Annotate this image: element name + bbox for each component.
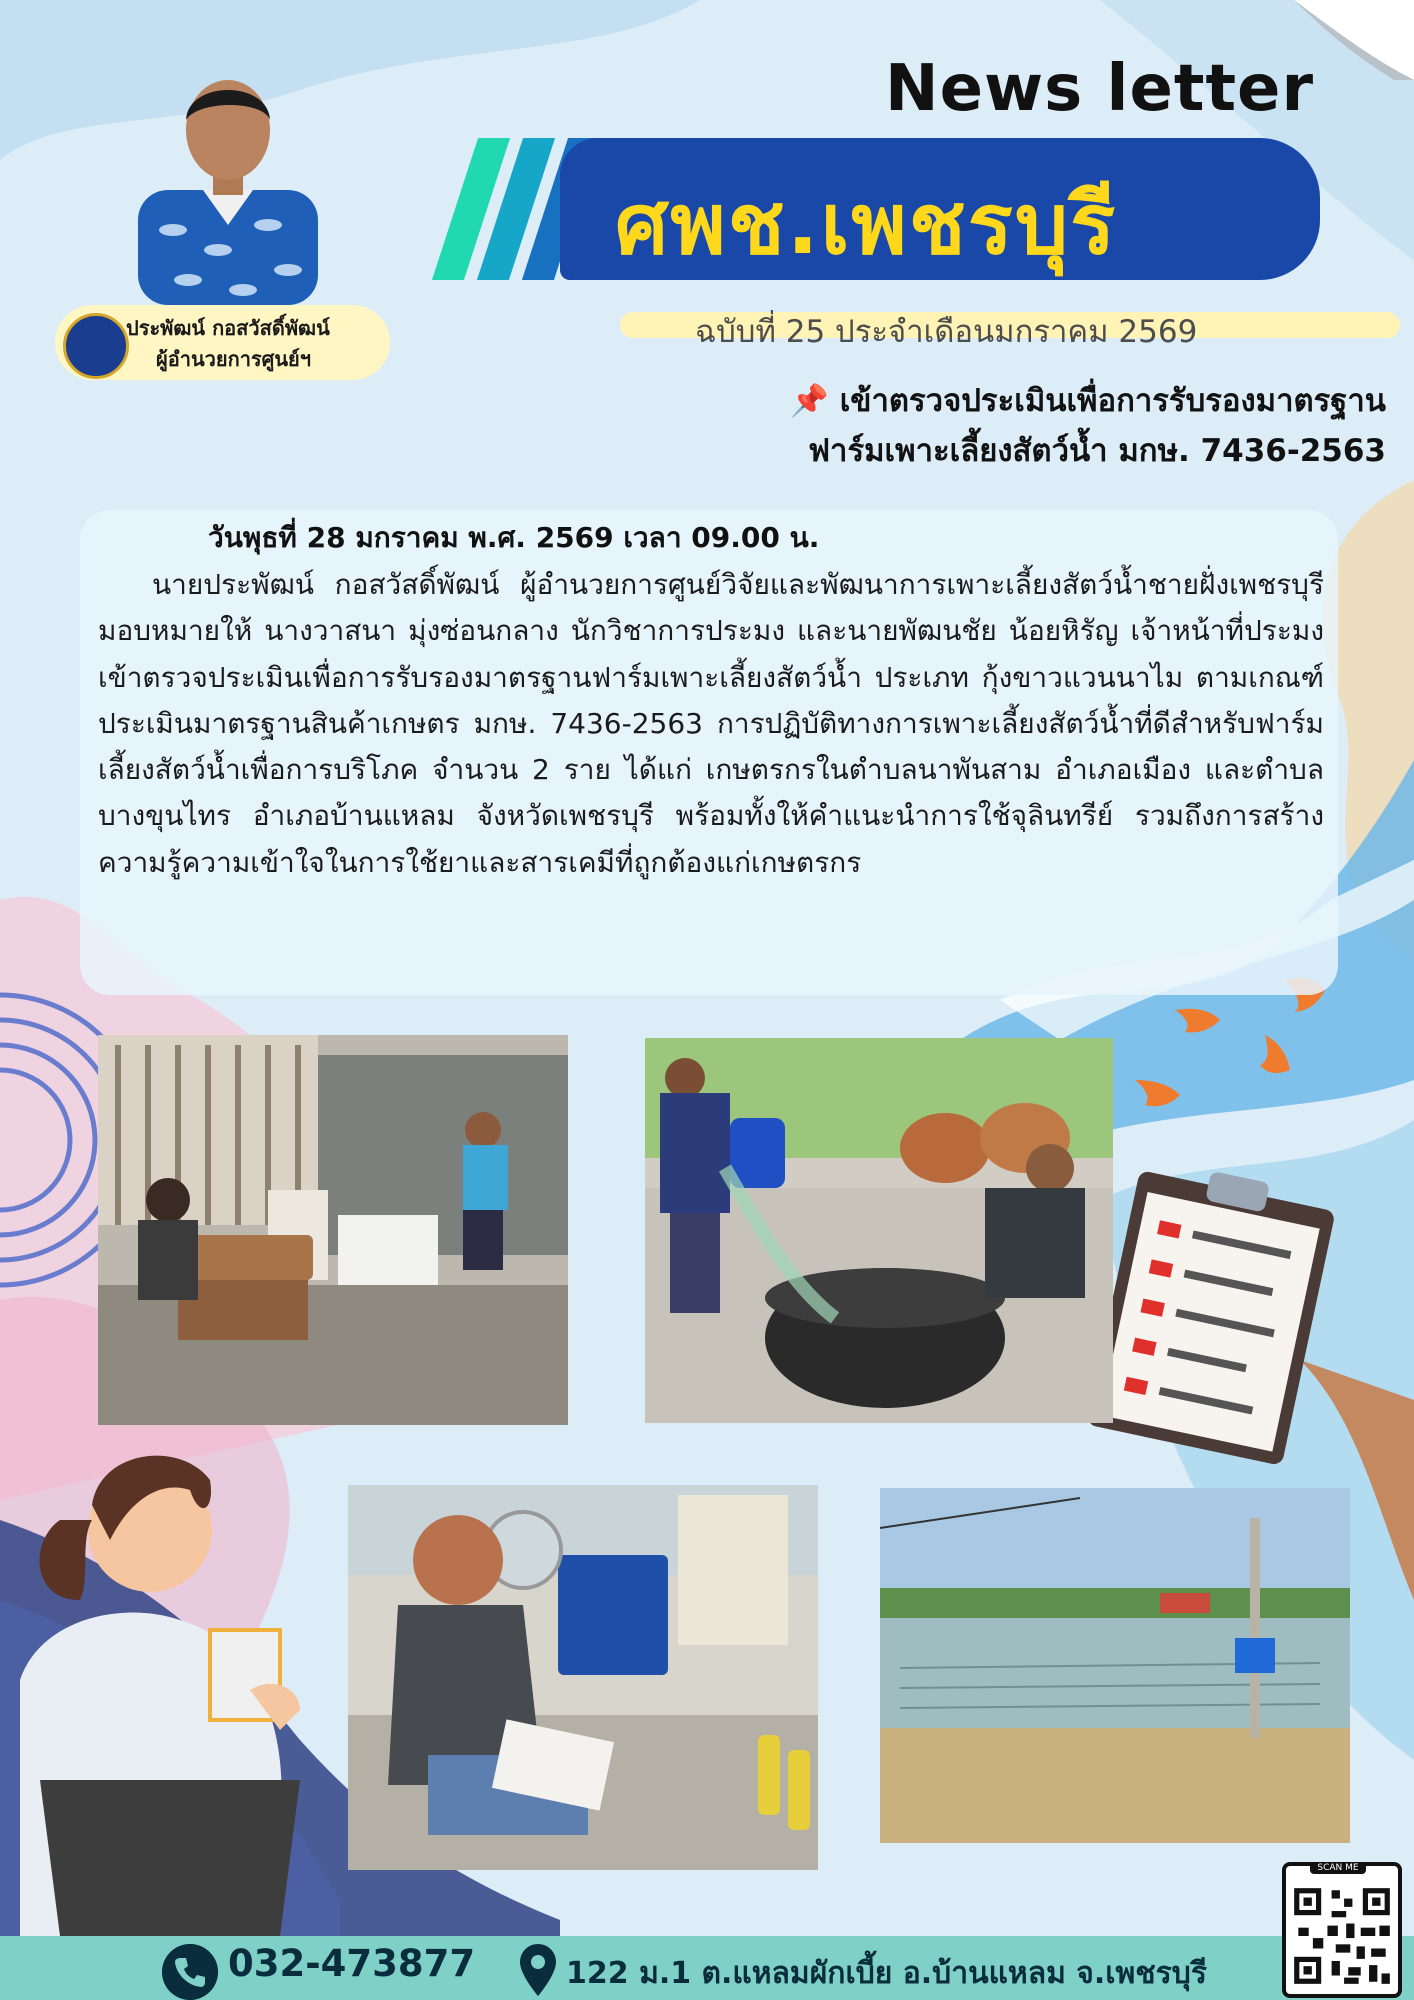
issue-text: ฉบับที่ 25 ประจำเดือนมกราคม 2569: [695, 314, 1198, 350]
title-banner: [430, 138, 1320, 283]
photo-inspection-office: [98, 1035, 568, 1425]
article-body: นายประพัฒน์ กอสวัสดิ์พัฒน์ ผู้อำนวยการศูนย์วิจัยและพัฒนาการเพาะเลี้ยงสัตว์น้ำชายฝั่งเพชรบุรี มอบหมายให้ นางวาสนา มุ่งซ่อนกลาง นักวิชาการประมง และนายพัฒนชัย น้อยหิรัญ เจ้าหน้าที่ประมง เข้าตรวจประเมินเพื่อการรับรองมาตรฐานฟาร์มเพาะเลี้ยงสัตว์น้ำ ประเภท กุ้งขาวแวนนาไม ตามเกณฑ์ประเมินมาตรฐานสินค้าเกษตร มกษ. 7436-2563 การปฏิบัติทางการเพาะเลี้ยงสัตว์น้ำที่ดีสำหรับฟาร์มเลี้ยงสัตว์น้ำเพื่อการบริโภค จำนวน 2 ราย ได้แก่ เกษตรกรในตำบลนาพันสาม อำเภอเมือง และตำบลบางขุนไทร อำเภอบ้านแหลม จังหวัดเพชรบุรี พร้อมทั้งให้คำแนะนำการใช้จุลินทรีย์ รวมถึงการสร้างความรู้ความเข้าใจในการใช้ยาและสารเคมีที่ถูกต้องแก่เกษตรกร: [98, 568, 1324, 879]
banner-title: ศพช.เพชรบุรี: [615, 175, 1118, 273]
headline-line-2: ฟาร์มเพาะเลี้ยงสัตว์น้ำ มกษ. 7436-2563: [808, 433, 1386, 469]
headline-line-1: 📌 เข้าตรวจประเมินเพื่อการรับรองมาตรฐาน: [790, 383, 1386, 419]
director-position: ผู้อำนวยการศูนย์ฯ: [156, 347, 311, 371]
qr-code-icon[interactable]: [1282, 1862, 1402, 1998]
article-headline: [666, 376, 1386, 476]
phone-icon: [162, 1944, 218, 2000]
issue-line: [620, 306, 1400, 350]
qr-label: SCAN ME: [1310, 1862, 1366, 1874]
newsletter-title: News letter: [885, 52, 1314, 126]
photo-shrimp-pond: [880, 1488, 1350, 1843]
department-seal-icon: [63, 313, 129, 379]
location-pin-icon: [520, 1944, 556, 1996]
photo-inspection-pond-sample: [645, 1038, 1113, 1423]
phone-number: 032-473877: [228, 1942, 476, 1985]
photo-inspection-farmer-form: [348, 1485, 818, 1870]
director-photo: [118, 50, 338, 305]
director-name: ประพัฒน์ กอสวัสดิ์พัฒน์: [126, 316, 330, 340]
article-date: วันพุธที่ 28 มกราคม พ.ศ. 2569 เวลา 09.00 น.: [208, 521, 820, 554]
address: 122 ม.1 ต.แหลมผักเบี้ย อ.บ้านแหลม จ.เพชรบุรี: [566, 1956, 1207, 1991]
